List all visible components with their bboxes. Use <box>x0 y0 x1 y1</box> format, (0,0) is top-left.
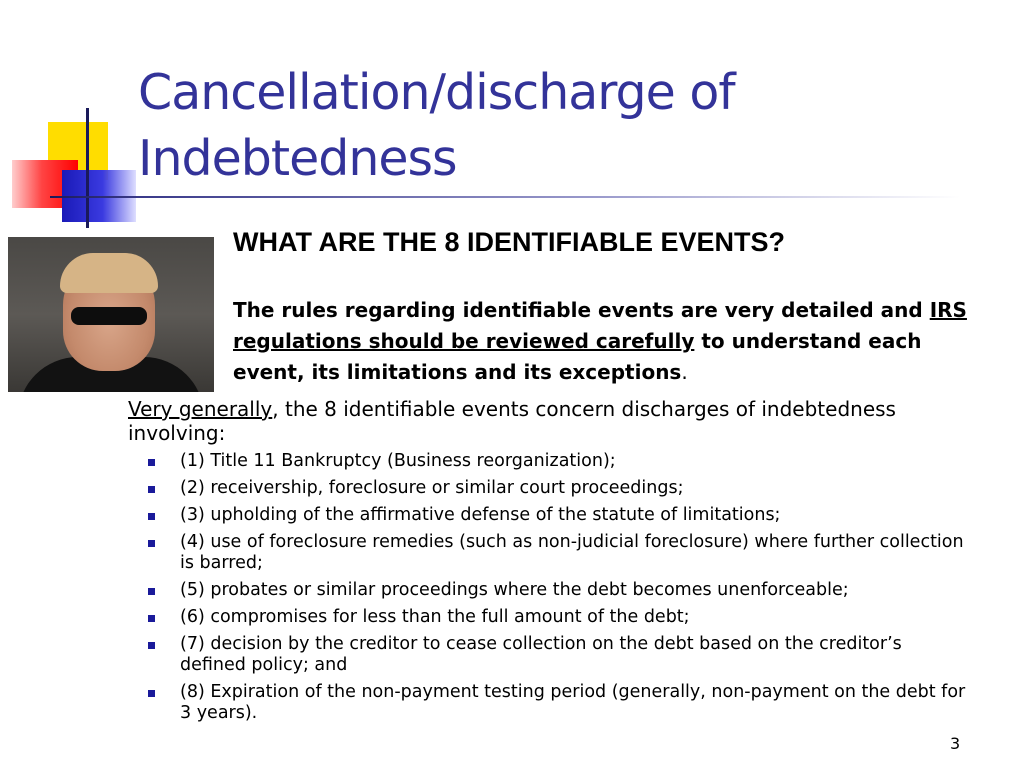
bullet-square-icon <box>148 615 155 622</box>
person-photo <box>8 237 214 392</box>
list-item <box>146 634 966 676</box>
bullet-square-icon <box>148 540 155 547</box>
rules-text-part1: The rules regarding identifiable events are very detailed and <box>233 298 930 322</box>
list-item <box>146 607 966 628</box>
list-item <box>146 451 966 472</box>
bullet-square-icon <box>148 459 155 466</box>
title-underline-rule <box>50 196 960 198</box>
event-text: (4) use of foreclosure remedies (such as non-judicial foreclosure) where further collection is barred; <box>180 532 964 573</box>
event-text: (8) Expiration of the non-payment testing period (generally, non-payment on the debt for 3 years). <box>180 682 966 723</box>
events-list <box>146 451 966 730</box>
bullet-square-icon <box>148 642 155 649</box>
event-text: (3) upholding of the affirmative defense of the statute of limitations; <box>180 505 781 525</box>
list-item <box>146 478 966 499</box>
rules-underlined-text: IRS regulations should be reviewed carefully <box>233 298 967 353</box>
bullet-square-icon <box>148 588 155 595</box>
event-text: (7) decision by the creditor to cease collection on the debt based on the creditor’s defined policy; and <box>180 634 902 675</box>
decorative-vertical-line <box>86 108 89 228</box>
intro-text: , the 8 identifiable events concern discharges of indebtedness involving: <box>128 397 896 445</box>
events-heading: WHAT ARE THE 8 IDENTIFIABLE EVENTS? <box>233 227 786 257</box>
bullet-square-icon <box>148 690 155 697</box>
slide-title <box>138 60 958 192</box>
rules-paragraph <box>233 295 993 388</box>
page-number: 3 <box>950 734 961 753</box>
slide-title-line2: Indebtedness <box>138 130 457 187</box>
list-item <box>146 682 966 724</box>
list-item <box>146 505 966 526</box>
event-text: (5) probates or similar proceedings where the debt becomes unenforceable; <box>180 580 849 600</box>
list-item <box>146 580 966 601</box>
intro-underlined-text: Very generally <box>128 397 273 421</box>
list-item <box>146 532 966 574</box>
intro-paragraph <box>128 397 968 445</box>
event-text: (1) Title 11 Bankruptcy (Business reorganization); <box>180 451 616 471</box>
event-text: (2) receivership, foreclosure or similar court proceedings; <box>180 478 684 498</box>
sunglasses-shape <box>71 307 147 325</box>
rules-text-end: . <box>681 360 688 384</box>
slide-title-line1: Cancellation/discharge of <box>138 64 735 121</box>
bullet-square-icon <box>148 486 155 493</box>
event-text: (6) compromises for less than the full amount of the debt; <box>180 607 690 627</box>
bullet-square-icon <box>148 513 155 520</box>
rules-text-part2: to understand each event, its limitations and its exceptions <box>233 329 922 384</box>
photo-hair-shape <box>60 253 158 293</box>
